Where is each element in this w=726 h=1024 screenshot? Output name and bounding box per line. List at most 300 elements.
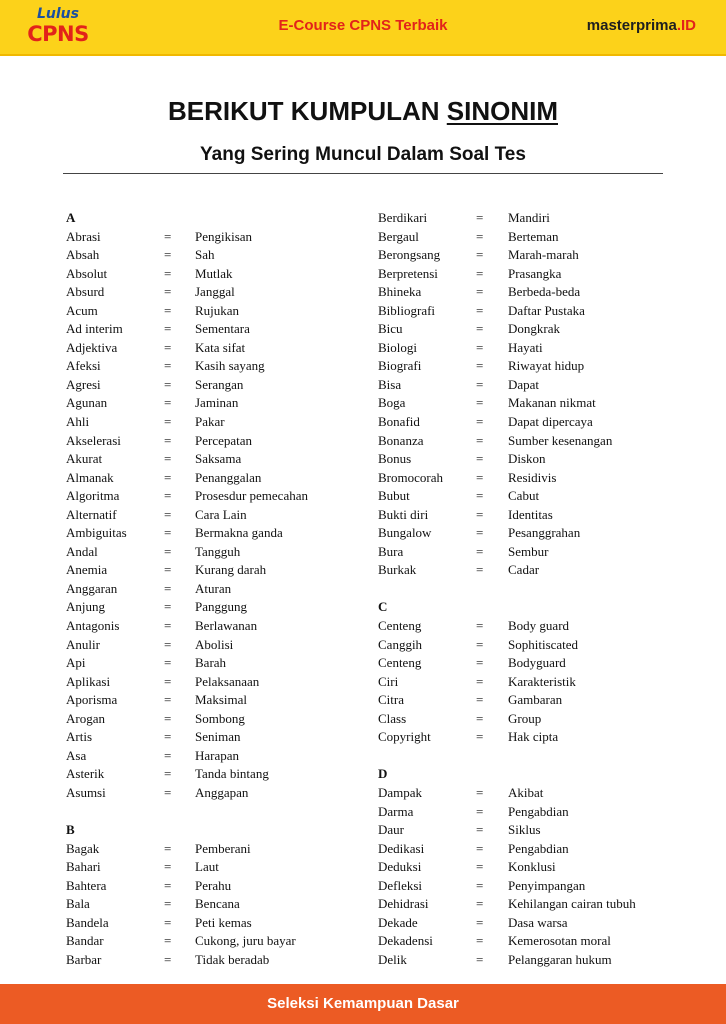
synonym-row xyxy=(378,895,678,914)
term-word: Aplikasi xyxy=(66,673,111,689)
equals-sign: = xyxy=(164,432,172,448)
term-word: Bagak xyxy=(66,840,100,856)
synonym-row xyxy=(378,543,678,562)
equals-sign: = xyxy=(164,673,172,689)
page-subtitle: Yang Sering Muncul Dalam Soal Tes xyxy=(200,144,526,165)
equals-sign: = xyxy=(476,710,484,726)
equals-sign: = xyxy=(164,840,172,856)
equals-sign: = xyxy=(164,321,172,337)
term-word: Agunan xyxy=(66,395,108,411)
synonym-row xyxy=(378,506,678,525)
synonym-word: Dongkrak xyxy=(508,321,560,337)
synonym-word: Pemberani xyxy=(195,840,251,856)
term-word: Akselerasi xyxy=(66,432,121,448)
synonym-word: Cara Lain xyxy=(195,506,247,522)
equals-sign: = xyxy=(476,395,484,411)
equals-sign: = xyxy=(476,321,484,337)
synonym-word: Panggung xyxy=(195,599,247,615)
synonym-word: Prosesdur pemecahan xyxy=(195,488,308,504)
page-title-highlight: SINONIM xyxy=(446,96,558,126)
term-word: Centeng xyxy=(378,618,422,634)
synonym-row xyxy=(378,413,678,432)
synonym-row xyxy=(378,283,678,302)
synonym-row xyxy=(378,821,678,840)
synonym-word: Dasa warsa xyxy=(508,914,568,930)
synonym-word: Barah xyxy=(195,655,227,671)
synonym-row xyxy=(378,357,678,376)
synonym-word: Cadar xyxy=(508,562,540,578)
synonym-word: Riwayat hidup xyxy=(508,358,585,374)
term-word: Canggih xyxy=(378,636,423,652)
synonym-row xyxy=(66,951,366,970)
synonym-row xyxy=(378,320,678,339)
term-word: Class xyxy=(378,710,407,726)
synonym-row xyxy=(66,895,366,914)
term-word: Absah xyxy=(66,247,100,263)
term-word: Agresi xyxy=(66,376,101,392)
synonym-word: Hayati xyxy=(508,339,543,355)
term-word: Bandar xyxy=(66,933,104,949)
synonym-row xyxy=(378,710,678,729)
synonym-word: Dapat dipercaya xyxy=(508,414,593,430)
term-word: Anulir xyxy=(66,636,100,652)
term-word: Bonus xyxy=(378,451,412,467)
synonym-row xyxy=(66,320,366,339)
synonym-word: Kasih sayang xyxy=(195,358,265,374)
equals-sign: = xyxy=(164,599,172,615)
synonym-word: Bodyguard xyxy=(508,655,566,671)
synonym-row xyxy=(66,357,366,376)
equals-sign: = xyxy=(476,896,484,912)
synonym-row xyxy=(66,654,366,673)
synonym-row xyxy=(66,747,366,766)
term-word: Bromocorah xyxy=(378,469,443,485)
synonym-word: Peti kemas xyxy=(195,914,252,930)
synonym-row xyxy=(66,840,366,859)
equals-sign: = xyxy=(476,451,484,467)
synonym-column-right xyxy=(378,209,678,969)
term-word: Absurd xyxy=(66,284,105,300)
equals-sign: = xyxy=(476,692,484,708)
section-letter: B xyxy=(66,822,75,838)
synonym-word: Residivis xyxy=(508,469,557,485)
synonym-row xyxy=(378,636,678,655)
synonym-row xyxy=(378,339,678,358)
synonym-word: Maksimal xyxy=(195,692,247,708)
section-letter: D xyxy=(378,766,388,782)
synonym-word: Seniman xyxy=(195,729,241,745)
synonym-word: Abolisi xyxy=(195,636,234,652)
site-name-main: masterprima xyxy=(586,17,677,34)
synonym-word: Makanan nikmat xyxy=(508,395,596,411)
term-word: Bala xyxy=(66,896,90,912)
synonym-word: Konklusi xyxy=(508,859,556,875)
term-word: Bibliografi xyxy=(378,302,436,318)
term-word: Api xyxy=(66,655,86,671)
term-word: Bahtera xyxy=(66,877,107,893)
term-word: Bungalow xyxy=(378,525,432,541)
synonym-row xyxy=(378,302,678,321)
synonym-word: Daftar Pustaka xyxy=(508,302,585,318)
equals-sign: = xyxy=(476,525,484,541)
synonym-word: Jaminan xyxy=(195,395,239,411)
synonym-word: Mandiri xyxy=(508,210,550,225)
term-word: Anemia xyxy=(66,562,108,578)
synonym-word: Penyimpangan xyxy=(508,877,586,893)
equals-sign: = xyxy=(164,358,172,374)
synonym-row xyxy=(378,228,678,247)
synonym-word: Kehilangan cairan tubuh xyxy=(508,896,636,912)
equals-sign: = xyxy=(476,265,484,281)
term-word: Bahari xyxy=(66,859,101,875)
synonym-word: Sembur xyxy=(508,543,549,559)
term-word: Daur xyxy=(378,822,404,838)
synonym-word: Laut xyxy=(195,859,219,875)
equals-sign: = xyxy=(164,877,172,893)
synonym-row xyxy=(66,487,366,506)
term-word: Asumsi xyxy=(66,784,106,800)
synonym-row xyxy=(66,784,366,803)
synonym-row xyxy=(66,432,366,451)
term-word: Anjung xyxy=(66,599,105,615)
section-spacer xyxy=(378,747,678,766)
synonym-row xyxy=(378,524,678,543)
term-word: Asa xyxy=(66,747,87,763)
term-word: Dekade xyxy=(378,914,418,930)
term-word: Arogan xyxy=(66,710,105,726)
synonym-row xyxy=(378,784,678,803)
synonym-row xyxy=(378,246,678,265)
synonym-row xyxy=(66,858,366,877)
synonym-row xyxy=(66,877,366,896)
synonym-word: Marah-marah xyxy=(508,247,579,263)
synonym-word: Bencana xyxy=(195,896,240,912)
footer-text: Seleksi Kemampuan Dasar xyxy=(267,995,459,1012)
synonym-word: Hak cipta xyxy=(508,729,559,745)
synonym-word: Rujukan xyxy=(195,302,240,318)
section-spacer xyxy=(378,580,678,599)
equals-sign: = xyxy=(164,655,172,671)
synonym-word: Siklus xyxy=(508,822,541,838)
equals-sign: = xyxy=(476,562,484,578)
synonym-word: Gambaran xyxy=(508,692,563,708)
equals-sign: = xyxy=(164,747,172,763)
synonym-row xyxy=(66,506,366,525)
synonym-word: Harapan xyxy=(195,747,240,763)
synonym-row xyxy=(378,469,678,488)
equals-sign: = xyxy=(164,395,172,411)
equals-sign: = xyxy=(164,896,172,912)
page-title xyxy=(0,96,726,127)
synonym-row xyxy=(66,691,366,710)
synonym-row xyxy=(66,932,366,951)
equals-sign: = xyxy=(164,710,172,726)
equals-sign: = xyxy=(164,933,172,949)
term-word: Akurat xyxy=(66,451,103,467)
term-word: Ad interim xyxy=(66,321,123,337)
equals-sign: = xyxy=(164,859,172,875)
equals-sign: = xyxy=(164,284,172,300)
term-word: Boga xyxy=(378,395,406,411)
equals-sign: = xyxy=(164,302,172,318)
synonym-row xyxy=(66,413,366,432)
synonym-row xyxy=(378,432,678,451)
equals-sign: = xyxy=(164,265,172,281)
synonym-row xyxy=(378,858,678,877)
synonym-row xyxy=(66,302,366,321)
synonym-word: Diskon xyxy=(508,451,546,467)
synonym-word: Sah xyxy=(195,247,215,263)
term-word: Copyright xyxy=(378,729,431,745)
term-word: Acum xyxy=(66,302,98,318)
term-word: Almanak xyxy=(66,469,114,485)
term-word: Absolut xyxy=(66,265,108,281)
equals-sign: = xyxy=(164,636,172,652)
equals-sign: = xyxy=(164,580,172,596)
equals-sign: = xyxy=(476,247,484,263)
equals-sign: = xyxy=(164,951,172,967)
equals-sign: = xyxy=(476,673,484,689)
term-word: Bonanza xyxy=(378,432,424,448)
synonym-word: Dapat xyxy=(508,376,540,392)
equals-sign: = xyxy=(164,451,172,467)
term-word: Alternatif xyxy=(66,506,117,522)
synonym-word: Sumber kesenangan xyxy=(508,432,613,448)
synonym-word: Sombong xyxy=(195,710,245,726)
synonym-word: Cabut xyxy=(508,488,540,504)
equals-sign: = xyxy=(476,284,484,300)
synonym-word: Berlawanan xyxy=(195,618,258,634)
synonym-word: Kurang darah xyxy=(195,562,267,578)
section-letter: C xyxy=(378,599,388,615)
term-word: Dehidrasi xyxy=(378,896,429,912)
synonym-row xyxy=(66,673,366,692)
equals-sign: = xyxy=(164,562,172,578)
equals-sign: = xyxy=(164,525,172,541)
site-name-suffix: .ID xyxy=(676,17,696,34)
term-word: Bura xyxy=(378,543,404,559)
synonym-row xyxy=(378,803,678,822)
header-tagline: E-Course CPNS Terbaik xyxy=(278,17,448,34)
equals-sign: = xyxy=(476,951,484,967)
synonym-word: Kemerosotan moral xyxy=(508,933,611,949)
synonym-word: Pelanggaran hukum xyxy=(508,951,612,967)
synonym-row xyxy=(66,450,366,469)
synonym-column-left xyxy=(66,209,366,969)
equals-sign: = xyxy=(476,469,484,485)
equals-sign: = xyxy=(164,414,172,430)
synonym-row xyxy=(66,246,366,265)
term-word: Algoritma xyxy=(66,488,120,504)
synonym-word: Janggal xyxy=(195,284,235,300)
title-divider xyxy=(63,173,663,174)
term-word: Citra xyxy=(378,692,404,708)
synonym-row xyxy=(378,265,678,284)
synonym-row xyxy=(378,673,678,692)
equals-sign: = xyxy=(164,766,172,782)
equals-sign: = xyxy=(164,469,172,485)
term-word: Biologi xyxy=(378,339,418,355)
equals-sign: = xyxy=(476,784,484,800)
term-word: Defleksi xyxy=(378,877,423,893)
synonym-row xyxy=(378,932,678,951)
equals-sign: = xyxy=(476,636,484,652)
synonym-row xyxy=(66,598,366,617)
synonym-word: Penanggalan xyxy=(195,469,262,485)
term-word: Berpretensi xyxy=(378,265,438,281)
logo-top-text: Lulus xyxy=(37,6,79,22)
equals-sign: = xyxy=(476,488,484,504)
equals-sign: = xyxy=(164,543,172,559)
synonym-word: Tangguh xyxy=(195,543,241,559)
synonym-row xyxy=(66,728,366,747)
term-word: Andal xyxy=(66,543,98,559)
term-word: Ambiguitas xyxy=(66,525,127,541)
synonym-row xyxy=(66,469,366,488)
term-word: Bubut xyxy=(378,488,410,504)
equals-sign: = xyxy=(476,655,484,671)
synonym-row xyxy=(66,228,366,247)
synonym-row xyxy=(66,914,366,933)
term-word: Abrasi xyxy=(66,228,101,244)
synonym-row xyxy=(66,636,366,655)
synonym-word: Tanda bintang xyxy=(195,766,269,782)
synonym-row xyxy=(378,877,678,896)
equals-sign: = xyxy=(164,247,172,263)
synonym-row xyxy=(378,691,678,710)
synonym-row xyxy=(66,617,366,636)
equals-sign: = xyxy=(164,692,172,708)
logo-bottom-text: CPNS xyxy=(27,22,89,46)
equals-sign: = xyxy=(164,376,172,392)
term-word: Bisa xyxy=(378,376,402,392)
synonym-word: Pengabdian xyxy=(508,803,569,819)
synonym-row xyxy=(66,580,366,599)
term-word: Barbar xyxy=(66,951,102,967)
term-word: Darma xyxy=(378,803,414,819)
section-letter: A xyxy=(66,210,76,225)
term-word: Bonafid xyxy=(378,414,420,430)
synonym-row xyxy=(378,561,678,580)
synonym-word: Identitas xyxy=(508,506,553,522)
header-bar xyxy=(0,0,726,56)
term-word: Deduksi xyxy=(378,859,422,875)
equals-sign: = xyxy=(476,210,484,225)
equals-sign: = xyxy=(476,803,484,819)
term-word: Afeksi xyxy=(66,358,101,374)
equals-sign: = xyxy=(476,302,484,318)
term-word: Anggaran xyxy=(66,580,118,596)
term-word: Burkak xyxy=(378,562,417,578)
term-word: Ahli xyxy=(66,414,90,430)
synonym-word: Prasangka xyxy=(508,265,562,281)
term-word: Bandela xyxy=(66,914,109,930)
synonym-row xyxy=(66,376,366,395)
synonym-word: Pakar xyxy=(195,414,225,430)
synonym-row xyxy=(66,710,366,729)
equals-sign: = xyxy=(476,933,484,949)
synonym-row xyxy=(66,543,366,562)
synonym-word: Pengabdian xyxy=(508,840,569,856)
synonym-row xyxy=(378,654,678,673)
equals-sign: = xyxy=(476,432,484,448)
term-word: Dampak xyxy=(378,784,423,800)
term-word: Bukti diri xyxy=(378,506,429,522)
equals-sign: = xyxy=(164,914,172,930)
synonym-word: Sophitiscated xyxy=(508,636,579,652)
term-word: Artis xyxy=(66,729,92,745)
synonym-word: Kata sifat xyxy=(195,339,246,355)
synonym-word: Cukong, juru bayar xyxy=(195,933,296,949)
synonym-word: Percepatan xyxy=(195,432,253,448)
synonym-row xyxy=(378,394,678,413)
equals-sign: = xyxy=(476,506,484,522)
term-word: Ciri xyxy=(378,673,399,689)
term-word: Dekadensi xyxy=(378,933,433,949)
synonym-word: Pelaksanaan xyxy=(195,673,260,689)
equals-sign: = xyxy=(476,543,484,559)
equals-sign: = xyxy=(164,488,172,504)
synonym-word: Akibat xyxy=(508,784,544,800)
synonym-word: Bermakna ganda xyxy=(195,525,283,541)
equals-sign: = xyxy=(476,840,484,856)
synonym-row xyxy=(66,765,366,784)
term-word: Delik xyxy=(378,951,407,967)
synonym-row xyxy=(378,728,678,747)
section-spacer xyxy=(66,803,366,822)
synonym-word: Karakteristik xyxy=(508,673,576,689)
term-word: Bergaul xyxy=(378,228,419,244)
synonym-row xyxy=(378,376,678,395)
site-name xyxy=(587,17,696,34)
equals-sign: = xyxy=(164,506,172,522)
synonym-word: Pengikisan xyxy=(195,228,253,244)
term-word: Dedikasi xyxy=(378,840,425,856)
term-word: Aporisma xyxy=(66,692,118,708)
synonym-row xyxy=(66,283,366,302)
term-word: Antagonis xyxy=(66,618,120,634)
term-word: Adjektiva xyxy=(66,339,118,355)
equals-sign: = xyxy=(476,877,484,893)
synonym-word: Berteman xyxy=(508,228,559,244)
synonym-word: Perahu xyxy=(195,877,232,893)
term-word: Berdikari xyxy=(378,210,428,225)
equals-sign: = xyxy=(476,822,484,838)
synonym-row xyxy=(66,394,366,413)
synonym-row xyxy=(378,840,678,859)
synonym-word: Body guard xyxy=(508,618,570,634)
equals-sign: = xyxy=(164,339,172,355)
synonym-row xyxy=(66,561,366,580)
term-word: Bicu xyxy=(378,321,403,337)
equals-sign: = xyxy=(164,784,172,800)
equals-sign: = xyxy=(476,618,484,634)
synonym-word: Group xyxy=(508,710,542,726)
equals-sign: = xyxy=(476,358,484,374)
term-word: Biografi xyxy=(378,358,422,374)
page-title-prefix: BERIKUT KUMPULAN xyxy=(168,96,447,126)
equals-sign: = xyxy=(476,859,484,875)
synonym-row xyxy=(378,209,678,228)
synonym-word: Tidak beradab xyxy=(195,951,270,967)
equals-sign: = xyxy=(476,729,484,745)
footer-bar xyxy=(0,984,726,1024)
term-word: Bhineka xyxy=(378,284,422,300)
equals-sign: = xyxy=(164,618,172,634)
term-word: Centeng xyxy=(378,655,422,671)
equals-sign: = xyxy=(476,339,484,355)
synonym-row xyxy=(66,339,366,358)
